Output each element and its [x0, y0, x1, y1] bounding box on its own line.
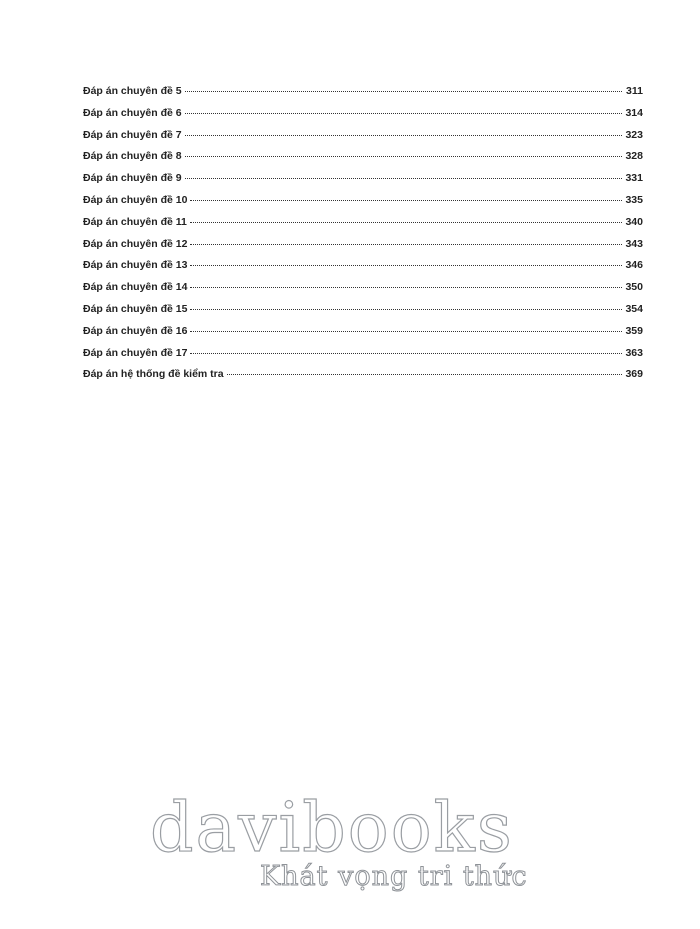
toc-entry-title: Đáp án chuyên đề 16 — [83, 324, 188, 337]
toc-entry-title: Đáp án chuyên đề 9 — [83, 172, 182, 185]
toc-dot-leader — [185, 178, 622, 179]
toc-entry-page-number: 323 — [625, 128, 643, 141]
toc-dot-leader — [190, 331, 622, 332]
toc-entry — [83, 85, 643, 107]
toc-dot-leader — [227, 374, 622, 375]
toc-entry — [83, 368, 643, 390]
publisher-branding — [150, 789, 570, 892]
toc-dot-leader — [185, 156, 622, 157]
toc-entry-page-number: 350 — [625, 281, 643, 294]
toc-entry-page-number: 369 — [625, 368, 643, 381]
table-of-contents — [83, 85, 643, 390]
toc-dot-leader — [190, 265, 622, 266]
toc-dot-leader — [190, 244, 622, 245]
toc-entry — [83, 172, 643, 194]
toc-dot-leader — [190, 287, 622, 288]
toc-entry — [83, 259, 643, 281]
toc-entry-title: Đáp án chuyên đề 11 — [83, 215, 187, 228]
toc-entry-title: Đáp án chuyên đề 7 — [83, 128, 182, 141]
toc-entry — [83, 347, 643, 369]
toc-entry-title: Đáp án chuyên đề 6 — [83, 106, 182, 119]
toc-entry — [83, 281, 643, 303]
toc-entry-page-number: 340 — [625, 215, 643, 228]
toc-dot-leader — [185, 113, 622, 114]
toc-entry — [83, 107, 643, 129]
toc-entry-page-number: 346 — [625, 259, 643, 272]
toc-entry — [83, 194, 643, 216]
toc-dot-leader — [190, 309, 622, 310]
toc-entry — [83, 325, 643, 347]
toc-entry-title: Đáp án chuyên đề 15 — [83, 302, 188, 315]
toc-entry-title: Đáp án chuyên đề 5 — [83, 85, 182, 97]
toc-entry-title: Đáp án hệ thống đề kiểm tra — [83, 368, 224, 381]
toc-entry — [83, 238, 643, 260]
toc-dot-leader — [185, 91, 622, 92]
toc-entry-title: Đáp án chuyên đề 10 — [83, 193, 188, 206]
publisher-slogan: Khát vọng tri thức — [260, 861, 528, 892]
toc-dot-leader — [190, 222, 622, 223]
toc-entry — [83, 303, 643, 325]
toc-dot-leader — [185, 135, 622, 136]
toc-entry — [83, 129, 643, 151]
toc-entry — [83, 216, 643, 238]
toc-entry-page-number: 331 — [625, 172, 643, 185]
toc-dot-leader — [190, 353, 622, 354]
toc-entry-title: Đáp án chuyên đề 8 — [83, 150, 182, 163]
toc-entry-title: Đáp án chuyên đề 13 — [83, 259, 188, 272]
toc-entry-page-number: 359 — [625, 324, 643, 337]
toc-dot-leader — [190, 200, 622, 201]
toc-entry-title: Đáp án chuyên đề 12 — [83, 237, 188, 250]
toc-entry-page-number: 335 — [625, 193, 643, 206]
toc-entry-title: Đáp án chuyên đề 14 — [83, 281, 188, 294]
toc-entry-page-number: 343 — [625, 237, 643, 250]
toc-entry-page-number: 363 — [625, 346, 643, 359]
toc-entry — [83, 150, 643, 172]
toc-entry-page-number: 354 — [625, 302, 643, 315]
toc-entry-page-number: 314 — [625, 106, 643, 119]
publisher-logo-text: davibooks — [150, 789, 514, 868]
toc-entry-title: Đáp án chuyên đề 17 — [83, 346, 188, 359]
toc-entry-page-number: 328 — [625, 150, 643, 163]
toc-entry-page-number: 311 — [626, 85, 643, 97]
